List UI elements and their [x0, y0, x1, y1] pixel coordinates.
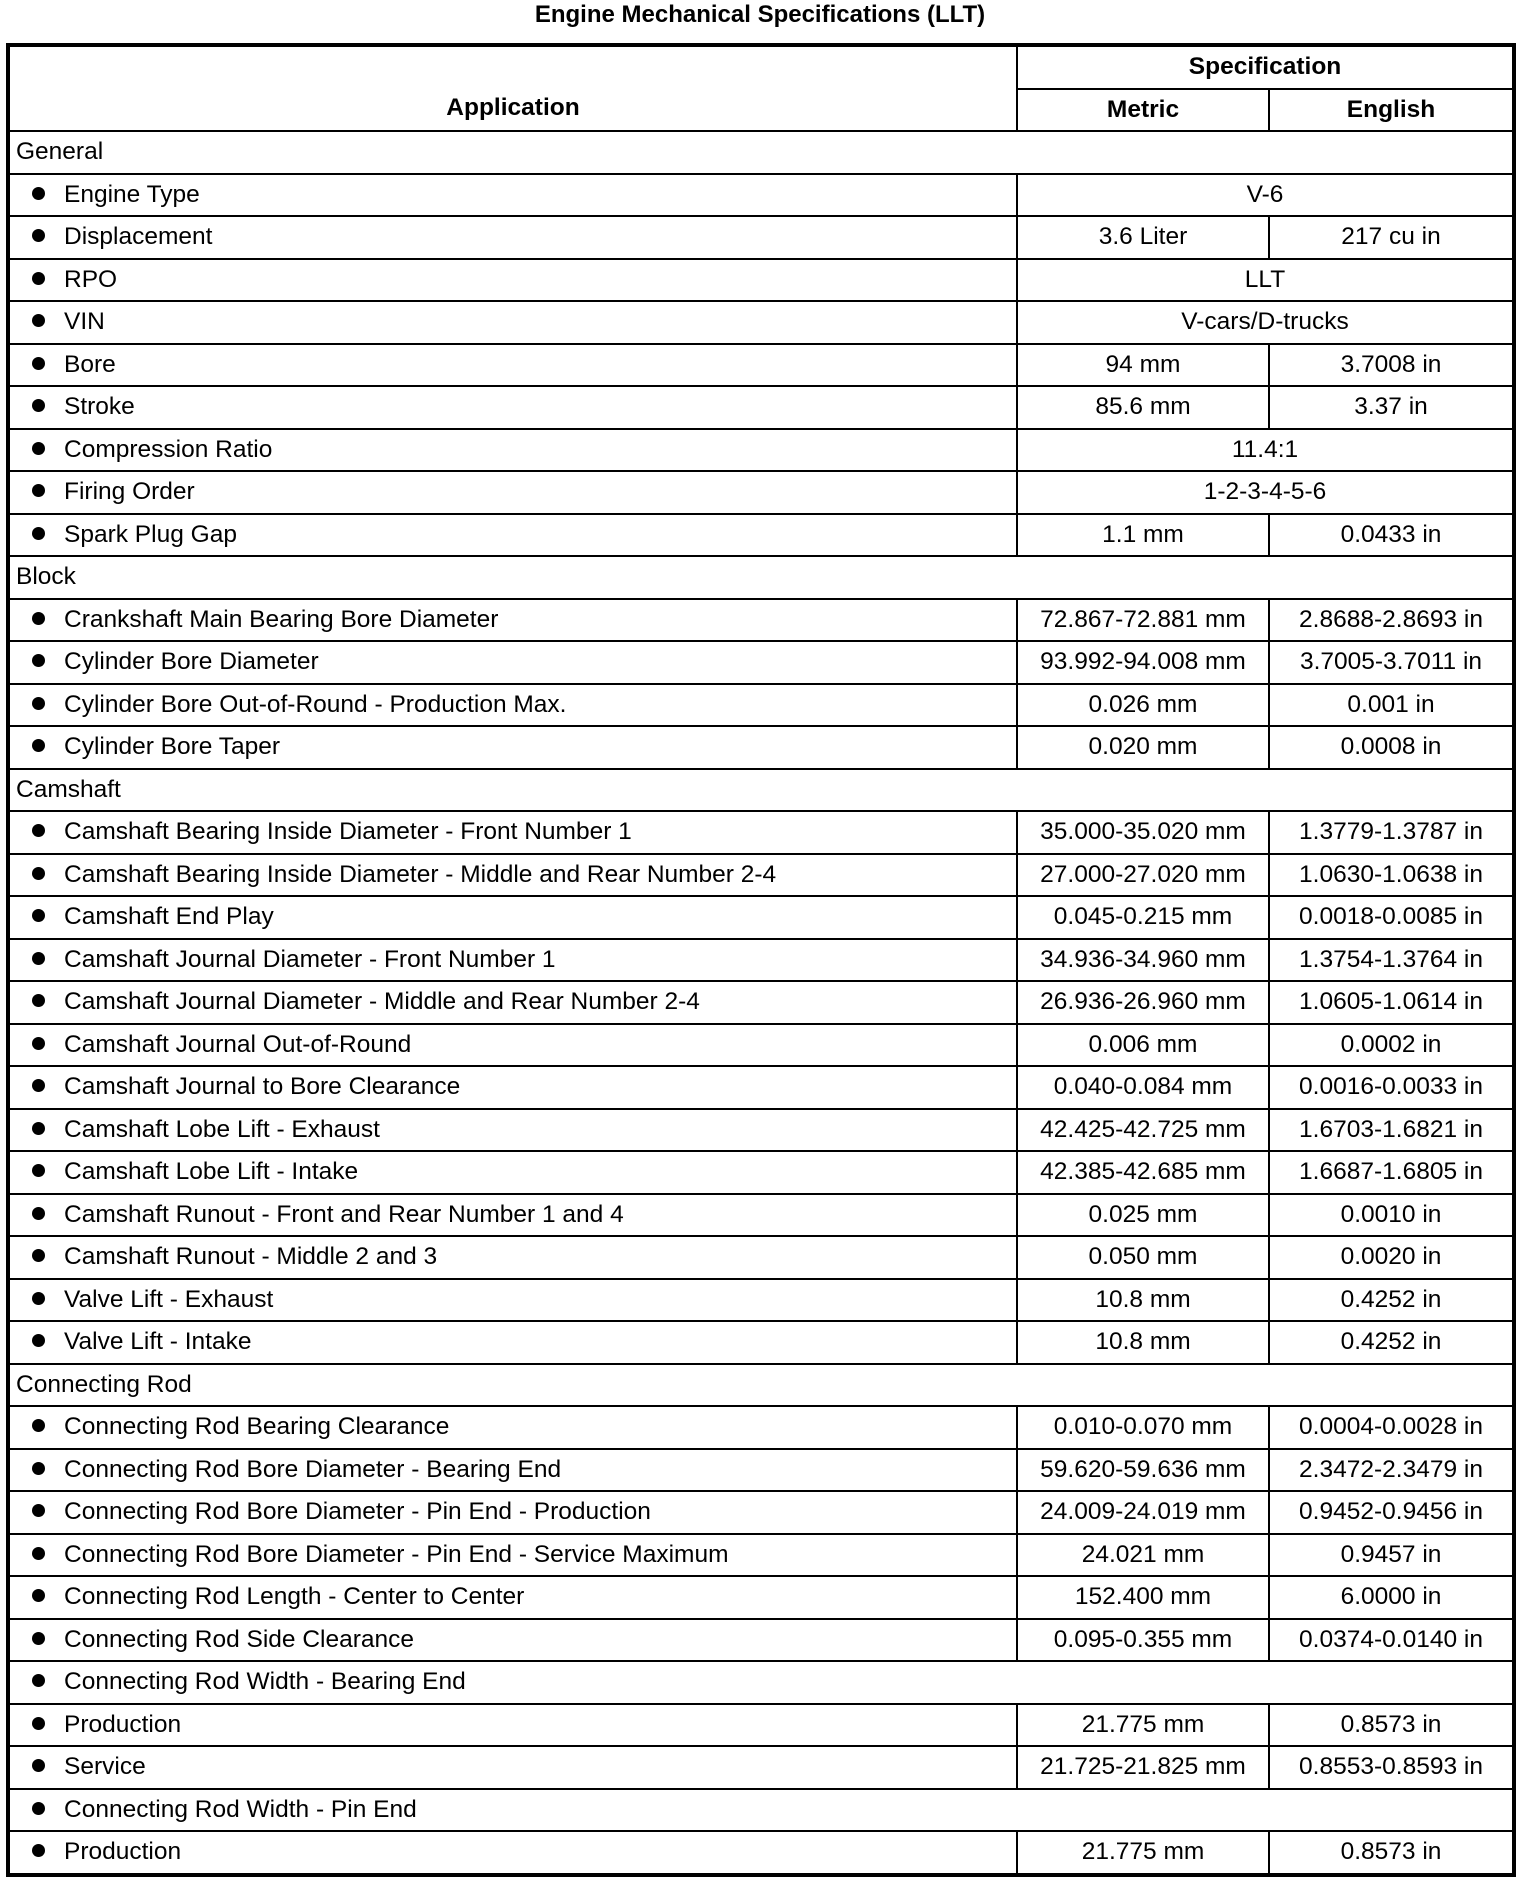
specification-header: Specification: [1017, 45, 1514, 89]
application-label: Connecting Rod Bore Diameter - Pin End - Service Maximum: [64, 1540, 729, 1568]
application-label: Camshaft Journal Diameter - Middle and Rear Number 2-4: [64, 988, 700, 1016]
english-value-cell: 0.8553-0.8593 in: [1269, 1746, 1514, 1789]
application-label: Crankshaft Main Bearing Bore Diameter: [64, 605, 499, 633]
english-value-cell: 1.0630-1.0638 in: [1269, 854, 1514, 897]
metric-value-cell: 21.775 mm: [1017, 1704, 1269, 1747]
spec-row: [8, 1406, 1514, 1449]
application-cell: [8, 1194, 1017, 1237]
application-cell: [8, 471, 1017, 514]
spec-row: [8, 429, 1514, 472]
bullet-icon: [32, 187, 45, 200]
spec-row: [8, 1704, 1514, 1747]
bullet-icon: [32, 1717, 45, 1730]
application-cell: [8, 939, 1017, 982]
metric-value-cell: 26.936-26.960 mm: [1017, 981, 1269, 1024]
header-row-top: [8, 45, 1514, 89]
application-label: Connecting Rod Width - Pin End: [64, 1795, 417, 1823]
bullet-icon: [32, 484, 45, 497]
application-cell: [8, 1109, 1017, 1152]
application-label: Firing Order: [64, 478, 195, 506]
metric-value-cell: 35.000-35.020 mm: [1017, 811, 1269, 854]
application-cell: [8, 1066, 1017, 1109]
application-label: Cylinder Bore Taper: [64, 733, 281, 761]
bullet-icon: [32, 612, 45, 625]
application-cell: [8, 599, 1017, 642]
metric-header: Metric: [1017, 89, 1269, 132]
english-value-cell: 0.0008 in: [1269, 726, 1514, 769]
spec-row: [8, 301, 1514, 344]
spec-row: [8, 1279, 1514, 1322]
bullet-icon: [32, 867, 45, 880]
metric-value-cell: 42.385-42.685 mm: [1017, 1151, 1269, 1194]
application-cell: [8, 216, 1017, 259]
section-row: [8, 556, 1514, 599]
english-value-cell: 0.9452-0.9456 in: [1269, 1491, 1514, 1534]
bullet-icon: [32, 824, 45, 837]
metric-value-cell: 0.025 mm: [1017, 1194, 1269, 1237]
application-cell: [8, 1534, 1017, 1577]
english-value-cell: 0.8573 in: [1269, 1831, 1514, 1875]
bullet-icon: [32, 1844, 45, 1857]
spec-row: [8, 1321, 1514, 1364]
application-label: Production: [64, 1710, 182, 1738]
english-value-cell: 1.3779-1.3787 in: [1269, 811, 1514, 854]
metric-value-cell: 1.1 mm: [1017, 514, 1269, 557]
bullet-icon: [32, 1249, 45, 1262]
bullet-icon: [32, 1207, 45, 1220]
application-label: Connecting Rod Bore Diameter - Pin End - Production: [64, 1498, 651, 1526]
spec-row: [8, 939, 1514, 982]
application-cell: [8, 1789, 1514, 1832]
application-cell: [8, 174, 1017, 217]
combined-value-cell: V-cars/D-trucks: [1017, 301, 1514, 344]
application-cell: [8, 1321, 1017, 1364]
combined-value-cell: V-6: [1017, 174, 1514, 217]
application-cell: [8, 514, 1017, 557]
spec-row: [8, 174, 1514, 217]
metric-value-cell: 0.010-0.070 mm: [1017, 1406, 1269, 1449]
metric-value-cell: 0.006 mm: [1017, 1024, 1269, 1067]
application-cell: [8, 641, 1017, 684]
bullet-icon: [32, 527, 45, 540]
bullet-icon: [32, 1462, 45, 1475]
english-header: English: [1269, 89, 1514, 132]
bullet-icon: [32, 1674, 45, 1687]
spec-row: [8, 1491, 1514, 1534]
application-cell: [8, 1406, 1017, 1449]
english-value-cell: 0.0016-0.0033 in: [1269, 1066, 1514, 1109]
application-cell: [8, 344, 1017, 387]
metric-value-cell: 94 mm: [1017, 344, 1269, 387]
metric-value-cell: 24.021 mm: [1017, 1534, 1269, 1577]
application-cell: [8, 1831, 1017, 1875]
application-cell: [8, 1576, 1017, 1619]
english-value-cell: 0.0010 in: [1269, 1194, 1514, 1237]
section-row: [8, 769, 1514, 812]
application-label: Valve Lift - Intake: [64, 1328, 252, 1356]
english-value-cell: 0.8573 in: [1269, 1704, 1514, 1747]
application-label: Connecting Rod Length - Center to Center: [64, 1583, 525, 1611]
application-label: Connecting Rod Bore Diameter - Bearing End: [64, 1455, 562, 1483]
bullet-icon: [32, 399, 45, 412]
application-label: Connecting Rod Side Clearance: [64, 1625, 415, 1653]
application-label: Service: [64, 1753, 146, 1781]
spec-row: [8, 1534, 1514, 1577]
application-label: Bore: [64, 350, 116, 378]
application-header: Application: [8, 45, 1017, 131]
application-cell: [8, 1619, 1017, 1662]
spec-row: [8, 981, 1514, 1024]
spec-row: [8, 1661, 1514, 1704]
application-label: RPO: [64, 265, 118, 293]
application-label: Camshaft Journal to Bore Clearance: [64, 1073, 461, 1101]
application-label: Camshaft Journal Diameter - Front Number 1: [64, 945, 556, 973]
application-label: Cylinder Bore Out-of-Round - Production Max.: [64, 690, 567, 718]
bullet-icon: [32, 952, 45, 965]
spec-row: [8, 1194, 1514, 1237]
application-label: Stroke: [64, 393, 135, 421]
bullet-icon: [32, 1334, 45, 1347]
application-label: Production: [64, 1838, 182, 1866]
bullet-icon: [32, 1632, 45, 1645]
spec-row: [8, 811, 1514, 854]
spec-row: [8, 1576, 1514, 1619]
application-cell: [8, 981, 1017, 1024]
application-label: Connecting Rod Width - Bearing End: [64, 1668, 466, 1696]
english-value-cell: 3.7008 in: [1269, 344, 1514, 387]
application-cell: [8, 854, 1017, 897]
bullet-icon: [32, 1802, 45, 1815]
application-label: Compression Ratio: [64, 435, 273, 463]
metric-value-cell: 3.6 Liter: [1017, 216, 1269, 259]
bullet-icon: [32, 1292, 45, 1305]
application-cell: [8, 386, 1017, 429]
spec-row: [8, 1066, 1514, 1109]
english-value-cell: 0.4252 in: [1269, 1279, 1514, 1322]
spec-row: [8, 854, 1514, 897]
spec-row: [8, 216, 1514, 259]
english-value-cell: 1.6687-1.6805 in: [1269, 1151, 1514, 1194]
spec-row: [8, 386, 1514, 429]
combined-value-cell: 11.4:1: [1017, 429, 1514, 472]
application-label: Valve Lift - Exhaust: [64, 1285, 274, 1313]
application-cell: [8, 1661, 1514, 1704]
spec-row: [8, 641, 1514, 684]
combined-value-cell: LLT: [1017, 259, 1514, 302]
spec-row: [8, 1789, 1514, 1832]
spec-row: [8, 684, 1514, 727]
section-label: Connecting Rod: [8, 1364, 1514, 1407]
spec-body: [8, 131, 1514, 1875]
application-cell: [8, 1746, 1017, 1789]
application-label: Displacement: [64, 223, 213, 251]
bullet-icon: [32, 1759, 45, 1772]
application-cell: [8, 811, 1017, 854]
bullet-icon: [32, 1589, 45, 1602]
metric-value-cell: 0.026 mm: [1017, 684, 1269, 727]
bullet-icon: [32, 1547, 45, 1560]
spec-row: [8, 1831, 1514, 1875]
metric-value-cell: 59.620-59.636 mm: [1017, 1449, 1269, 1492]
application-cell: [8, 1279, 1017, 1322]
application-cell: [8, 1236, 1017, 1279]
page-title: Engine Mechanical Specifications (LLT): [534, 1, 986, 28]
application-label: Spark Plug Gap: [64, 520, 237, 548]
bullet-icon: [32, 1504, 45, 1517]
spec-row: [8, 514, 1514, 557]
spec-table: [6, 43, 1516, 1877]
english-value-cell: 1.0605-1.0614 in: [1269, 981, 1514, 1024]
application-label: Camshaft Lobe Lift - Intake: [64, 1158, 359, 1186]
metric-value-cell: 72.867-72.881 mm: [1017, 599, 1269, 642]
spec-row: [8, 1746, 1514, 1789]
application-cell: [8, 684, 1017, 727]
bullet-icon: [32, 1037, 45, 1050]
spec-row: [8, 471, 1514, 514]
application-cell: [8, 1151, 1017, 1194]
bullet-icon: [32, 739, 45, 752]
spec-row: [8, 1024, 1514, 1067]
english-value-cell: 0.0433 in: [1269, 514, 1514, 557]
bullet-icon: [32, 909, 45, 922]
bullet-icon: [32, 272, 45, 285]
application-cell: [8, 1024, 1017, 1067]
application-cell: [8, 1449, 1017, 1492]
application-cell: [8, 259, 1017, 302]
application-label: Camshaft Lobe Lift - Exhaust: [64, 1115, 380, 1143]
spec-row: [8, 259, 1514, 302]
application-cell: [8, 1491, 1017, 1534]
english-value-cell: 0.0374-0.0140 in: [1269, 1619, 1514, 1662]
bullet-icon: [32, 1419, 45, 1432]
metric-value-cell: 10.8 mm: [1017, 1279, 1269, 1322]
application-label: Camshaft Runout - Middle 2 and 3: [64, 1243, 438, 1271]
spec-row: [8, 344, 1514, 387]
application-label: VIN: [64, 308, 105, 336]
english-value-cell: 2.3472-2.3479 in: [1269, 1449, 1514, 1492]
spec-row: [8, 1619, 1514, 1662]
application-cell: [8, 896, 1017, 939]
metric-value-cell: 34.936-34.960 mm: [1017, 939, 1269, 982]
metric-value-cell: 21.775 mm: [1017, 1831, 1269, 1875]
english-value-cell: 3.7005-3.7011 in: [1269, 641, 1514, 684]
application-cell: [8, 726, 1017, 769]
bullet-icon: [32, 229, 45, 242]
spec-row: [8, 599, 1514, 642]
application-label: Camshaft Bearing Inside Diameter - Middle and Rear Number 2-4: [64, 860, 777, 888]
english-value-cell: 3.37 in: [1269, 386, 1514, 429]
english-value-cell: 6.0000 in: [1269, 1576, 1514, 1619]
spec-row: [8, 726, 1514, 769]
application-cell: [8, 301, 1017, 344]
metric-value-cell: 0.040-0.084 mm: [1017, 1066, 1269, 1109]
section-row: [8, 131, 1514, 174]
metric-value-cell: 21.725-21.825 mm: [1017, 1746, 1269, 1789]
bullet-icon: [32, 357, 45, 370]
english-value-cell: 1.6703-1.6821 in: [1269, 1109, 1514, 1152]
metric-value-cell: 0.095-0.355 mm: [1017, 1619, 1269, 1662]
english-value-cell: 0.0020 in: [1269, 1236, 1514, 1279]
spec-row: [8, 1236, 1514, 1279]
application-label: Cylinder Bore Diameter: [64, 648, 319, 676]
bullet-icon: [32, 1122, 45, 1135]
metric-value-cell: 0.020 mm: [1017, 726, 1269, 769]
application-label: Connecting Rod Bearing Clearance: [64, 1413, 450, 1441]
english-value-cell: 1.3754-1.3764 in: [1269, 939, 1514, 982]
bullet-icon: [32, 697, 45, 710]
spec-row: [8, 1151, 1514, 1194]
spec-row: [8, 896, 1514, 939]
bullet-icon: [32, 1079, 45, 1092]
metric-value-cell: 42.425-42.725 mm: [1017, 1109, 1269, 1152]
english-value-cell: 0.0002 in: [1269, 1024, 1514, 1067]
bullet-icon: [32, 442, 45, 455]
metric-value-cell: 93.992-94.008 mm: [1017, 641, 1269, 684]
english-value-cell: 0.001 in: [1269, 684, 1514, 727]
application-label: Camshaft Bearing Inside Diameter - Front Number 1: [64, 818, 632, 846]
metric-value-cell: 152.400 mm: [1017, 1576, 1269, 1619]
english-value-cell: 0.0004-0.0028 in: [1269, 1406, 1514, 1449]
combined-value-cell: 1-2-3-4-5-6: [1017, 471, 1514, 514]
section-label: Block: [8, 556, 1514, 599]
application-label: Camshaft Runout - Front and Rear Number 1 and 4: [64, 1200, 624, 1228]
metric-value-cell: 0.045-0.215 mm: [1017, 896, 1269, 939]
metric-value-cell: 85.6 mm: [1017, 386, 1269, 429]
english-value-cell: 217 cu in: [1269, 216, 1514, 259]
application-label: Engine Type: [64, 180, 200, 208]
spec-row: [8, 1109, 1514, 1152]
application-label: Camshaft Journal Out-of-Round: [64, 1030, 412, 1058]
english-value-cell: 0.9457 in: [1269, 1534, 1514, 1577]
bullet-icon: [32, 314, 45, 327]
application-cell: [8, 1704, 1017, 1747]
metric-value-cell: 27.000-27.020 mm: [1017, 854, 1269, 897]
bullet-icon: [32, 1164, 45, 1177]
english-value-cell: 2.8688-2.8693 in: [1269, 599, 1514, 642]
english-value-cell: 0.0018-0.0085 in: [1269, 896, 1514, 939]
application-label: Camshaft End Play: [64, 903, 274, 931]
bullet-icon: [32, 994, 45, 1007]
application-cell: [8, 429, 1017, 472]
section-label: Camshaft: [8, 769, 1514, 812]
english-value-cell: 0.4252 in: [1269, 1321, 1514, 1364]
spec-row: [8, 1449, 1514, 1492]
metric-value-cell: 24.009-24.019 mm: [1017, 1491, 1269, 1534]
section-label: General: [8, 131, 1514, 174]
metric-value-cell: 10.8 mm: [1017, 1321, 1269, 1364]
bullet-icon: [32, 654, 45, 667]
metric-value-cell: 0.050 mm: [1017, 1236, 1269, 1279]
section-row: [8, 1364, 1514, 1407]
